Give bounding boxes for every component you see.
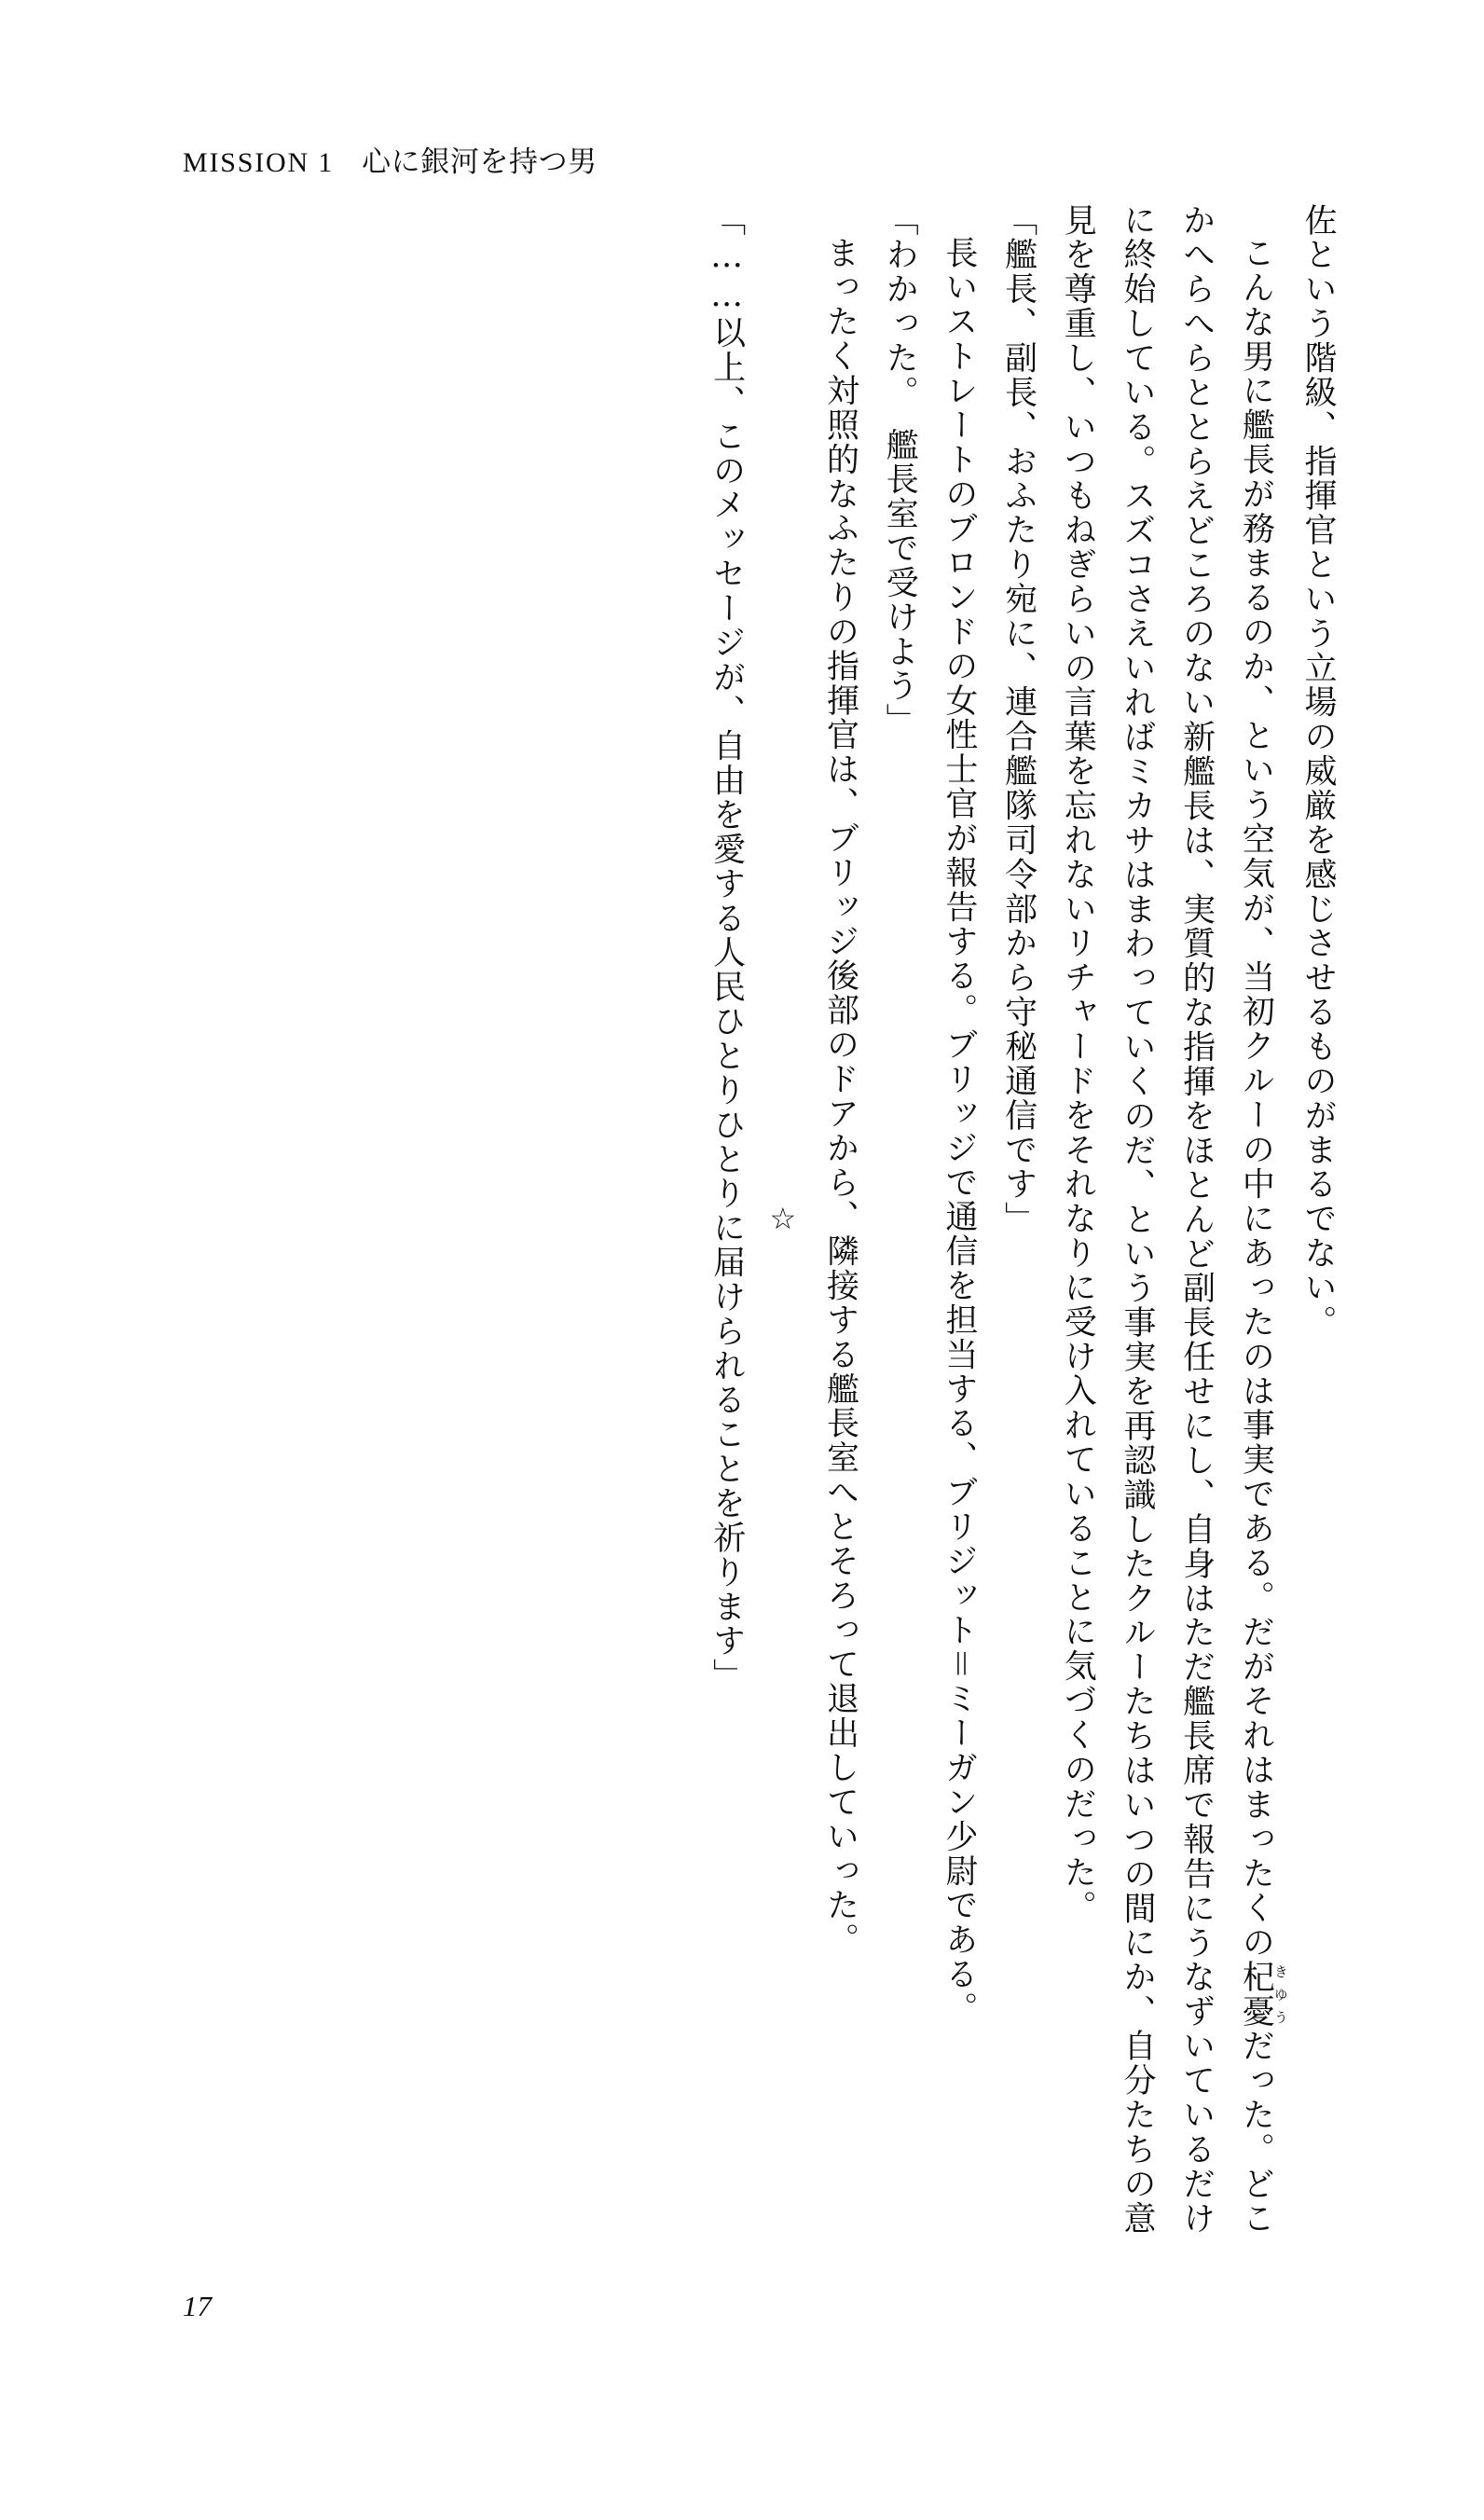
page-number: 17 [183, 2290, 212, 2322]
chapter-title: 心に銀河を持つ男 [362, 145, 598, 178]
ruby-base: 杞憂 [1237, 1960, 1275, 2030]
paragraph-7: 「……以上、このメッセージが、自由を愛する人民ひとりひとりに届けられることを祈ります」 [708, 203, 746, 1693]
scene-break-ornament: ☆ [764, 1201, 801, 1238]
ruby-reading: きゆう [1271, 1960, 1288, 2030]
body-text-area [163, 203, 1347, 2245]
mission-label: MISSION 1 [183, 147, 335, 178]
paragraph-6: まったく対照的なふたりの指揮官は、ブリッジ後部のドアから、隣接する艦長室へとそろって退出していった。 [821, 236, 859, 1958]
paragraph-4: 長いストレートのブロンドの女性士官が報告する。ブリッジで通信を担当する、ブリジット＝ミーガン少尉である。 [940, 236, 978, 2027]
paragraph-2-part-b: だった。どこかへらへらととらえどころのない新艦長は、実質的な指揮をほとんど副長任せにし、自身はただ艦長席で報告にうなずいているだけに終始している。スズコさえいればミカサはまわっていくのだ、という事実を再認識したクルーたちはいつの間にか、自分たちの意見を尊重し、いつもねぎらいの言葉を忘れないリチャードをそれなりに受け入れていることに気づくのだった。 [1059, 203, 1275, 2236]
paragraph-1: 佐という階級、指揮官という立場の威厳を感じさせるものがまるでない。 [1299, 203, 1337, 1340]
vertical-text-block [163, 203, 1347, 2236]
paragraph-5: 「わかった。 艦長室で受けよう」 [881, 203, 919, 738]
running-head [183, 138, 598, 180]
paragraph-2 [1048, 203, 1288, 2236]
paragraph-3: 「艦長、副長、おふたり宛に、連合艦隊司令部から守秘通信です」 [999, 203, 1037, 1236]
paragraph-2-part-a: こんな男に艦長が務まるのか、という空気が、当初クルーの中にあったのは事実である。だがそれはまったくの [1237, 236, 1275, 1961]
ruby-kiyuu [1237, 1960, 1288, 2030]
